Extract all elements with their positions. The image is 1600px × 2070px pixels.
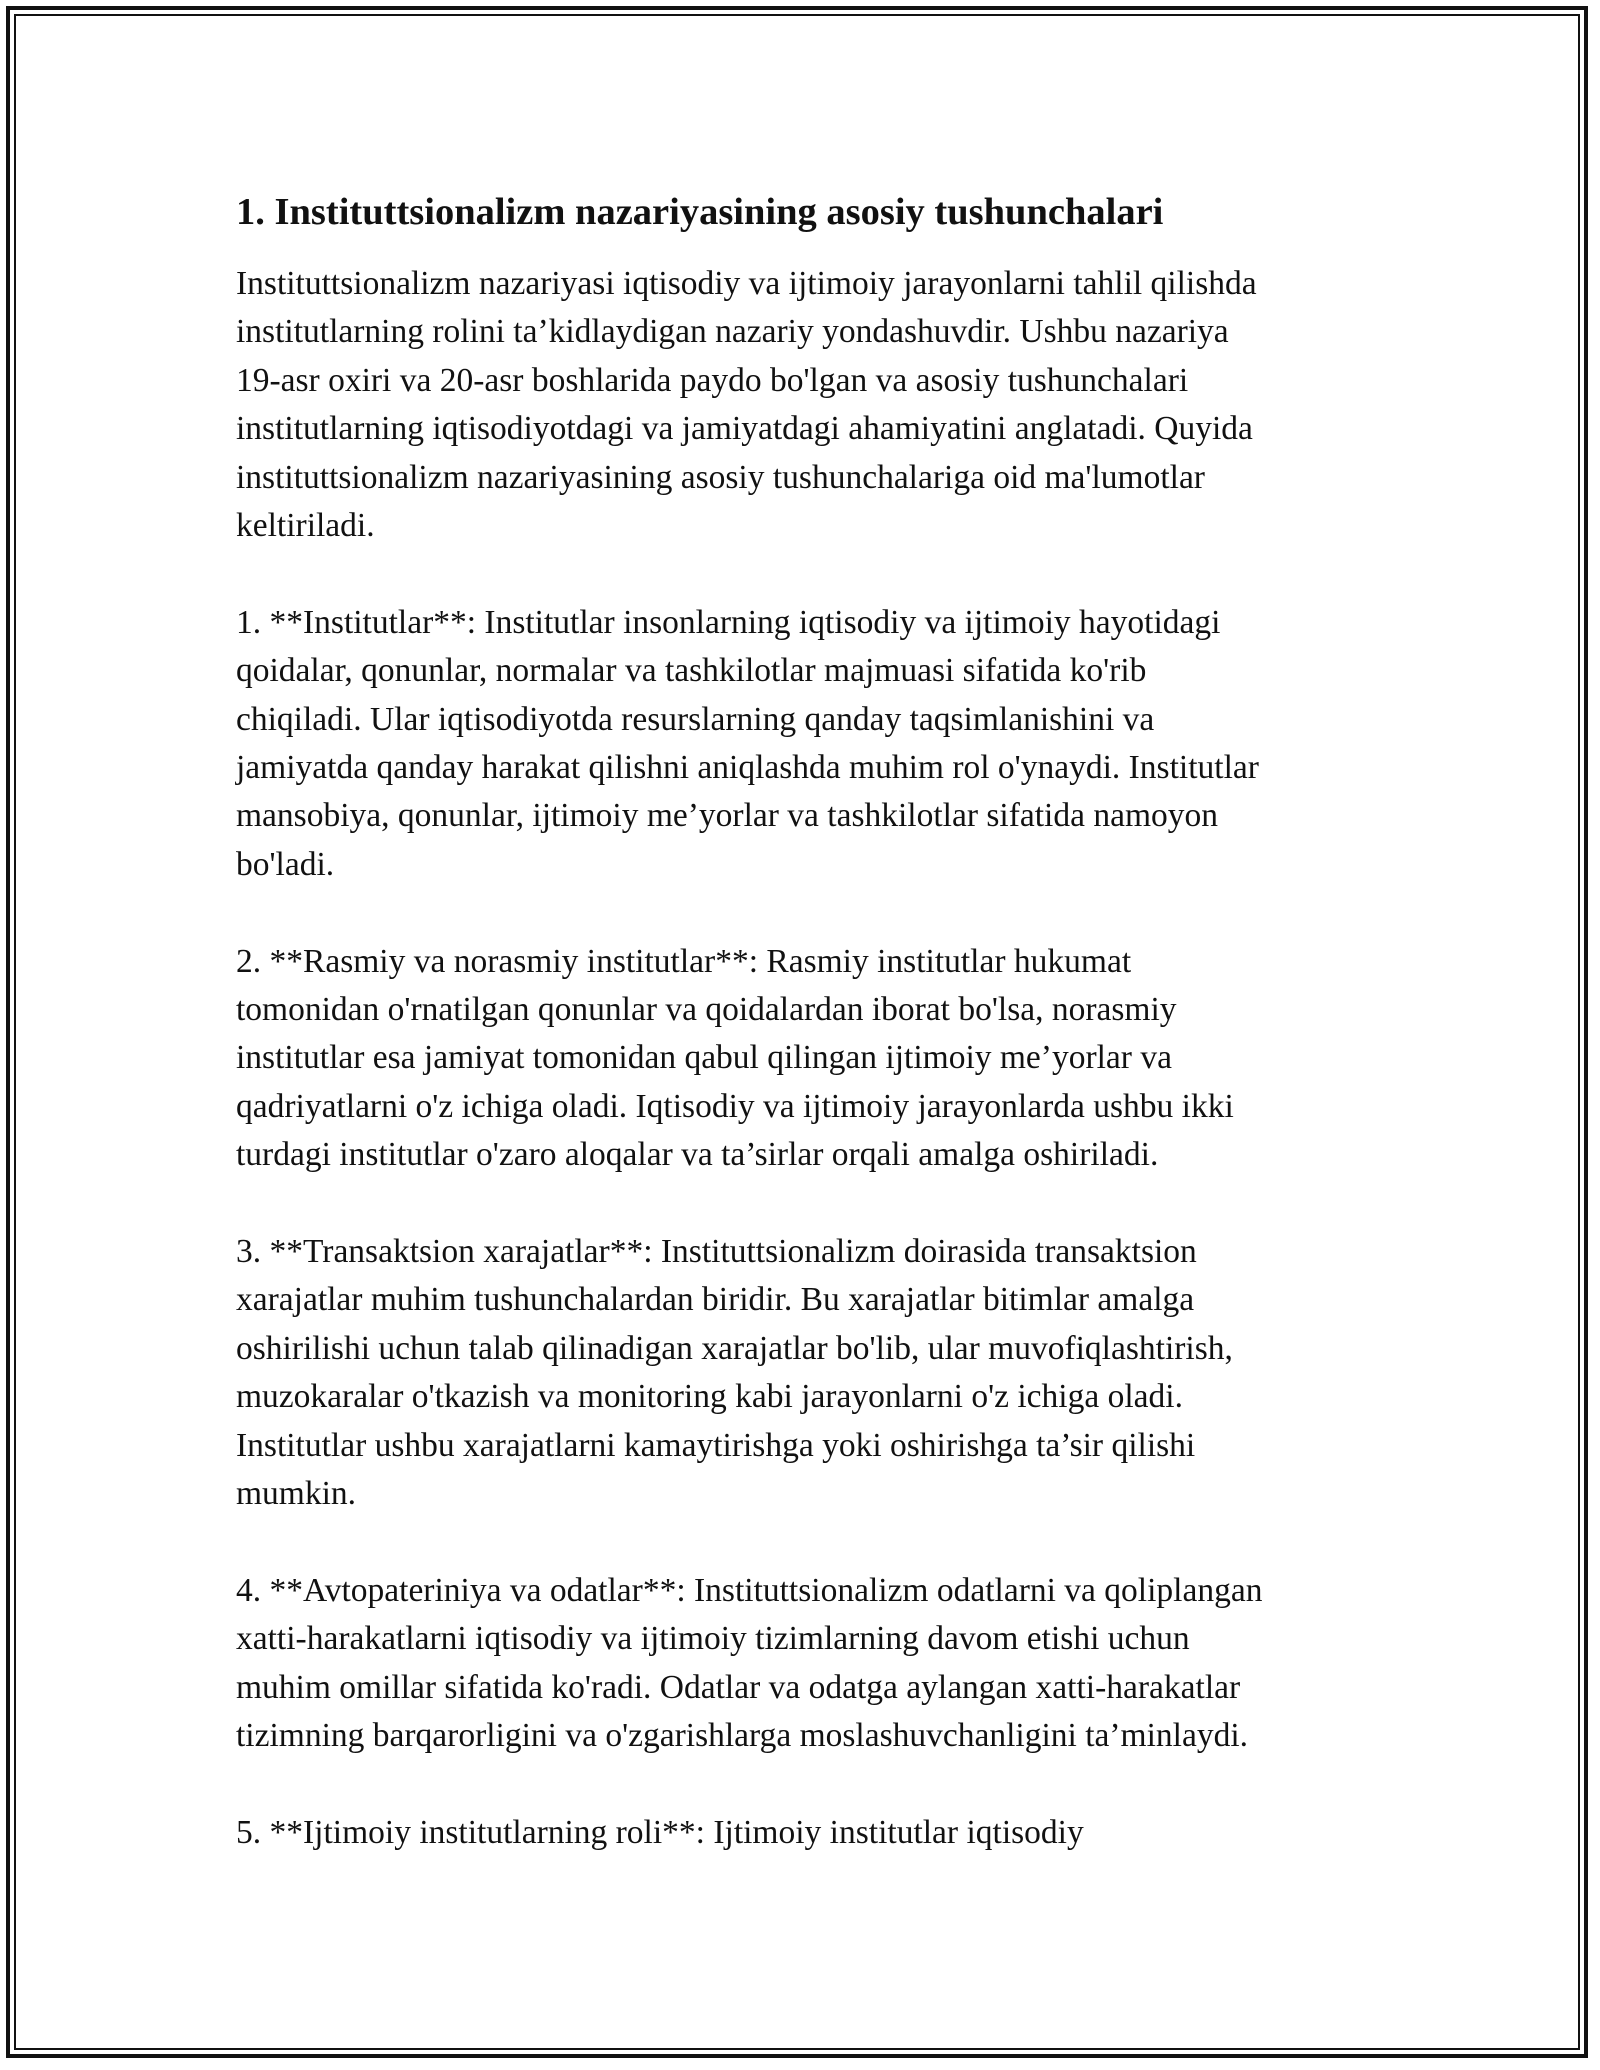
text-line: qadriyatlarni o'z ichiga oladi. Iqtisodiy va ijtimoiy jarayonlarda ushbu ikki <box>236 1087 1234 1125</box>
text-line: xarajatlar muhim tushunchalardan biridir. Bu xarajatlar bitimlar amalga <box>236 1281 1195 1319</box>
paragraph <box>236 1809 1376 1857</box>
text-line: chiqiladi. Ular iqtisodiyotda resurslarning qanday taqsimlanishini va <box>236 700 1155 738</box>
paragraph <box>236 1228 1376 1518</box>
text-line: mansobiya, qonunlar, ijtimoiy me’yorlar va tashkilotlar sifatida namoyon <box>236 797 1219 835</box>
text-line: 2. **Rasmiy va norasmiy institutlar**: Rasmiy institutlar hukumat <box>236 942 1132 980</box>
text-line: institutlarning rolini ta’kidlaydigan nazariy yondashuvdir. Ushbu nazariya <box>236 313 1229 351</box>
text-line: institutlar esa jamiyat tomonidan qabul qilingan ijtimoiy me’yorlar va <box>236 1039 1172 1077</box>
section-heading: 1. Instituttsionalizm nazariyasining asosiy tushunchalari <box>236 191 1164 233</box>
text-line: 1. **Institutlar**: Institutlar insonlarning iqtisodiy va ijtimoiy hayotidagi <box>236 603 1221 641</box>
text-line: muzokaralar o'tkazish va monitoring kabi jarayonlarni o'z ichiga oladi. <box>236 1378 1183 1416</box>
text-line: mumkin. <box>236 1475 357 1513</box>
text-line: 19-asr oxiri va 20-asr boshlarida paydo bo'lgan va asosiy tushunchalari <box>236 361 1189 399</box>
paragraph <box>236 599 1376 889</box>
paragraph <box>236 260 1376 550</box>
text-line: tomonidan o'rnatilgan qonunlar va qoidalardan iborat bo'lsa, norasmiy <box>236 991 1177 1029</box>
text-line: Instituttsionalizm nazariyasi iqtisodiy va ijtimoiy jarayonlarni tahlil qilishda <box>236 265 1257 302</box>
text-line: xatti-harakatlarni iqtisodiy va ijtimoiy tizimlarning davom etishi uchun <box>236 1620 1190 1658</box>
text-line: 4. **Avtopateriniya va odatlar**: Instituttsionalizm odatlarni va qoliplangan <box>236 1571 1263 1609</box>
text-line: instituttsionalizm nazariyasining asosiy tushunchalariga oid ma'lumotlar <box>236 458 1205 496</box>
text-line: keltiriladi. <box>236 507 375 545</box>
text-line: Institutlar ushbu xarajatlarni kamaytirishga yoki oshirishga ta’sir qilishi <box>236 1426 1196 1464</box>
document-body <box>236 184 1376 1906</box>
text-line: tizimning barqarorligini va o'zgarishlarga moslashuvchanligini ta’minlaydi. <box>236 1717 1249 1755</box>
text-line: qoidalar, qonunlar, normalar va tashkilotlar majmuasi sifatida ko'rib <box>236 652 1147 690</box>
text-line: oshirilishi uchun talab qilinadigan xarajatlar bo'lib, ular muvofiqlashtirish, <box>236 1329 1233 1367</box>
paragraph <box>236 1567 1376 1761</box>
text-line: jamiyatda qanday harakat qilishni aniqlashda muhim rol o'ynaydi. Institutlar <box>236 749 1259 787</box>
text-line: bo'ladi. <box>236 845 335 883</box>
text-line: 5. **Ijtimoiy institutlarning roli**: Ijtimoiy institutlar iqtisodiy <box>236 1813 1084 1851</box>
paragraph <box>236 938 1376 1180</box>
text-line: 3. **Transaktsion xarajatlar**: Instituttsionalizm doirasida transaktsion <box>236 1233 1197 1271</box>
paragraph-list <box>236 260 1376 1857</box>
text-line: turdagi institutlar o'zaro aloqalar va ta’sirlar orqali amalga oshiriladi. <box>236 1136 1159 1174</box>
text-line: institutlarning iqtisodiyotdagi va jamiyatdagi ahamiyatini anglatadi. Quyida <box>236 410 1253 448</box>
text-line: muhim omillar sifatida ko'radi. Odatlar va odatga aylangan xatti-harakatlar <box>236 1668 1241 1706</box>
